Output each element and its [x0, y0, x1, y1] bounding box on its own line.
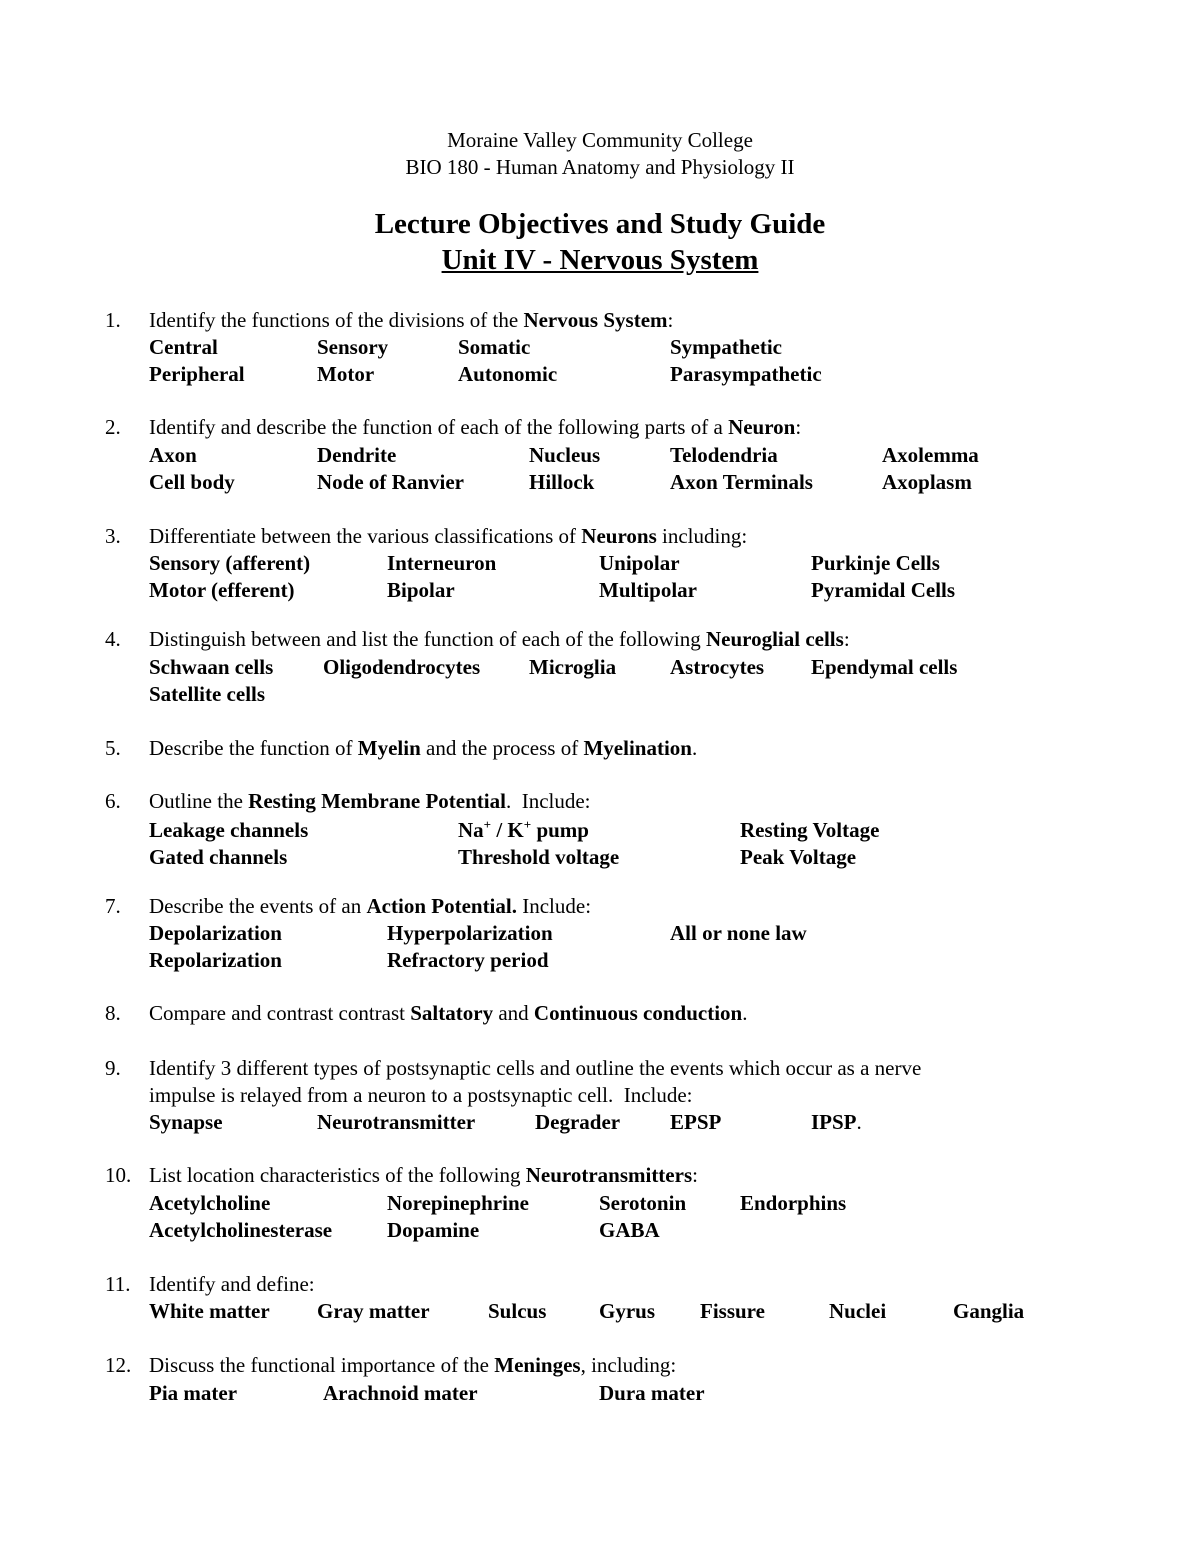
- objective-number: 1.: [105, 308, 121, 332]
- objective-number: 3.: [105, 524, 121, 548]
- term: Satellite cells: [149, 682, 266, 706]
- term: Endorphins: [740, 1191, 847, 1215]
- objective-stem: Identify the functions of the divisions of the Nervous System:: [149, 308, 674, 332]
- term: GABA: [599, 1218, 660, 1242]
- term: Peripheral: [149, 362, 245, 386]
- term: Serotonin: [599, 1191, 687, 1215]
- term: Interneuron: [387, 551, 497, 575]
- term: Threshold voltage: [458, 845, 620, 869]
- term: Microglia: [529, 655, 617, 679]
- objective-stem-continued: impulse is relayed from a neuron to a postsynaptic cell. Include:: [149, 1083, 693, 1107]
- term: Nuclei: [829, 1299, 887, 1323]
- term: Somatic: [458, 335, 531, 359]
- term: Depolarization: [149, 921, 282, 945]
- term: Sensory: [317, 335, 389, 359]
- term: Oligodendrocytes: [323, 655, 481, 679]
- term: Astrocytes: [670, 655, 765, 679]
- objective-stem: Identify and define:: [149, 1272, 315, 1296]
- term: Purkinje Cells: [811, 551, 940, 575]
- term: Peak Voltage: [740, 845, 857, 869]
- term: Nucleus: [529, 443, 601, 467]
- objective-number: 2.: [105, 415, 121, 439]
- term: Motor: [317, 362, 375, 386]
- college-name: Moraine Valley Community College: [447, 128, 753, 152]
- term: Sulcus: [488, 1299, 547, 1323]
- na-k-pump-term: Na+ / K+ pump: [458, 817, 589, 842]
- objective-number: 4.: [105, 627, 121, 651]
- objective-stem: Describe the events of an Action Potential. Include:: [149, 894, 592, 918]
- term: Axoplasm: [882, 470, 972, 494]
- term: Gray matter: [317, 1299, 430, 1323]
- term: Neurotransmitter: [317, 1110, 476, 1134]
- term: Ganglia: [953, 1299, 1025, 1323]
- term: Axon: [149, 443, 197, 467]
- term: Motor (efferent): [149, 578, 295, 602]
- term: All or none law: [670, 921, 807, 945]
- objective-number: 5.: [105, 736, 121, 760]
- objective-number: 6.: [105, 789, 121, 813]
- objective-stem: Describe the function of Myelin and the process of Myelination.: [149, 736, 698, 760]
- term: Unipolar: [599, 551, 680, 575]
- objective-number: 11.: [105, 1272, 131, 1296]
- term: White matter: [149, 1299, 270, 1323]
- term: Dendrite: [317, 443, 397, 467]
- term: Axolemma: [882, 443, 979, 467]
- term: Parasympathetic: [670, 362, 822, 386]
- term: Ependymal cells: [811, 655, 958, 679]
- term: IPSP.: [811, 1110, 862, 1134]
- term: Repolarization: [149, 948, 282, 972]
- term: Acetylcholine: [149, 1191, 271, 1215]
- objective-stem: Discuss the functional importance of the Meninges, including:: [149, 1353, 677, 1377]
- objective-stem: Compare and contrast contrast Saltatory and Continuous conduction.: [149, 1001, 748, 1025]
- objective-number: 7.: [105, 894, 121, 918]
- objective-stem: Identify 3 different types of postsynaptic cells and outline the events which occur as a nerve: [149, 1056, 922, 1080]
- term: Multipolar: [599, 578, 697, 602]
- term: Telodendria: [670, 443, 778, 467]
- term: Sensory (afferent): [149, 551, 311, 575]
- term: Arachnoid mater: [323, 1381, 478, 1405]
- term: Cell body: [149, 470, 235, 494]
- objective-number: 12.: [105, 1353, 132, 1377]
- term: Schwaan cells: [149, 655, 274, 679]
- term: Axon Terminals: [670, 470, 813, 494]
- term: Bipolar: [387, 578, 455, 602]
- term: Leakage channels: [149, 818, 309, 842]
- page-title: Lecture Objectives and Study Guide: [374, 208, 826, 240]
- objective-stem: Distinguish between and list the function of each of the following Neuroglial cells:: [149, 627, 850, 651]
- term: EPSP: [670, 1110, 722, 1134]
- term: Norepinephrine: [387, 1191, 529, 1215]
- term: Central: [149, 335, 218, 359]
- objective-stem: Outline the Resting Membrane Potential. Include:: [149, 789, 591, 813]
- term: Resting Voltage: [740, 818, 880, 842]
- objective-stem: List location characteristics of the following Neurotransmitters:: [149, 1163, 698, 1187]
- term: Hillock: [529, 470, 595, 494]
- term: Dura mater: [599, 1381, 705, 1405]
- term: Sympathetic: [670, 335, 782, 359]
- term: Dopamine: [387, 1218, 480, 1242]
- unit-title: Unit IV - Nervous System: [441, 244, 759, 276]
- term: Fissure: [700, 1299, 765, 1323]
- term: Gated channels: [149, 845, 288, 869]
- term: Pia mater: [149, 1381, 238, 1405]
- term: Gyrus: [599, 1299, 656, 1323]
- objective-number: 10.: [105, 1163, 132, 1187]
- term: Node of Ranvier: [317, 470, 464, 494]
- term: Degrader: [535, 1110, 621, 1134]
- term: Pyramidal Cells: [811, 578, 956, 602]
- term: Autonomic: [458, 362, 558, 386]
- objective-number: 8.: [105, 1001, 121, 1025]
- course-name: BIO 180 - Human Anatomy and Physiology II: [405, 155, 795, 179]
- term: Synapse: [149, 1110, 223, 1134]
- objective-stem: Identify and describe the function of each of the following parts of a Neuron:: [149, 415, 802, 439]
- term: Hyperpolarization: [387, 921, 553, 945]
- objective-number: 9.: [105, 1056, 121, 1080]
- objective-stem: Differentiate between the various classifications of Neurons including:: [149, 524, 748, 548]
- term: Refractory period: [387, 948, 549, 972]
- term: Acetylcholinesterase: [149, 1218, 333, 1242]
